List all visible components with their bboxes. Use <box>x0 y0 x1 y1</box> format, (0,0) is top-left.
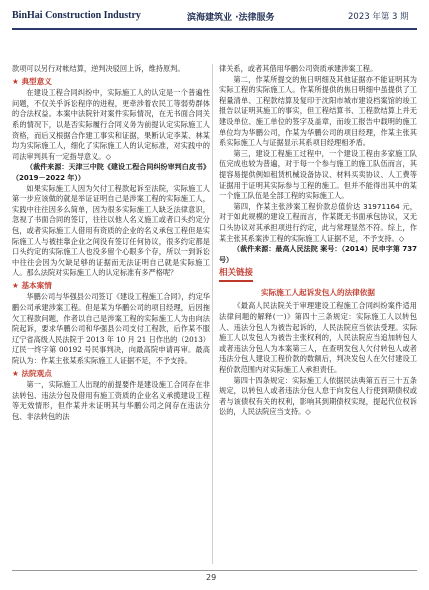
issue-number: 2023 年第 3 期 <box>348 12 409 22</box>
paragraph: 第四，作某主张涉案工程价款总值价达 31971164 元，对于如此规模的建设工程而言，作某既无书面承包协议，又无口头协议对其承担项进行约定，此与常理显然不符。综上，作某主张其系案涉工程的实际施工人证据不足，不予支持。◇ <box>219 201 417 243</box>
paragraph: 华鹏公司与华强县公司签订《建设工程施工合同》，约定华鹏公司承建涉案工程。但是某为华鹏公司的项目经理，后因拖欠工程款问题，作者以自己是涉案工程的实际施工人为由向法院起诉，要求华鹏公司和华强县公司支付工程款，后作某不服辽宁省高级人民法院于 2013 年 10 月 21 日作出的（2013）辽民一终字第 00192 号民事判决，向最高院申请再审。最高院认为：作某主张某系实际施工人证据不足，不予支持。 <box>12 292 210 366</box>
section-heading-significance: ★ 典型意义 <box>12 76 52 86</box>
journal-title-en: BinHai Construction Industry <box>12 10 141 21</box>
column-divider <box>212 64 213 564</box>
paragraph: 第三，建设工程施工过程中，一个建设工程由多家施工队伍完成也较为普遍，对于每一个参与施工的施工队伍而言，其提容易提供例如租赁机械设备协议、材料买卖协议、人工费等证据用于证明其实际参与工程的施工。但并不能得出其中的某一个施工队伍是全部工程的实际施工人。 <box>219 148 417 201</box>
paragraph: 《最高人民法院关于审理建设工程施工合同纠纷案件适用法律问题的解释(一)》第四十三条规定：实际施工人以转包人、违法分包人为被告起诉的，人民法院应当依法受理。实际施工人以发包人为被告主张权利的，人民法院应当追加转包人或者违法分包人为本案第三人，在查明发包人欠付转包人或者违法分包人建设工程价款的数额后，判决发包人在欠付建设工程价款范围内对实际施工人承担责任。 <box>219 301 417 375</box>
page-header <box>0 0 429 36</box>
paragraph: 第二，作某所提交的焦日明细及其他证据亦不能证明其为实际工程的实际施工人。作某所提供的焦日明细中虽提供了工程量清单、工程款结算及复印于沈阳市城市建设档案馆的竣工报告以证明其施工的事实，但工程结算书、工程款结算上并无建设单位、施工单位的签字及盖章，而竣工报告中载明的施工单位均为华鹏公司，作某为华鹏公司的项目经理，作某主张其系实际施工人与证据显示其系项目经理相矛盾。 <box>219 74 417 148</box>
paragraph: 第一，实际施工人出现的前提要件是建设施工合同存在非法转包、违法分包及借用有施工资质的企业名义承揽建设工程等无效情形，但作某并未证明其与华鹏公司之间存在违法分包、非法转包的法 <box>12 380 210 421</box>
paragraph: 第四十四条规定：实际施工人依据民法典第五百三十五条规定，以转包人或者违法分包人怠于向发包人行使到期债权或者与该债权有关的权利，影响其到期债权实现，提起代位权诉讼的，人民法院应当支持。◇ <box>219 375 417 417</box>
related-links-tag: 相关链接 <box>219 268 253 282</box>
paragraph: 如果实际施工人因为欠付工程款起诉至法院，实际施工人第一步应该做的就是举证证明自己是涉案工程的实际施工人，实践中往往因多么简单，因为很多实际施工人缺乏法律意识，忽视了书面合同的签订，往往以他人名义施工或者口头约定分包，或者实际施工人借用有资质的企业的名义承包工程但是实际施工人与被挂靠企业之间没有签订任何协议，很多约定都是口头约定的实际施工人也没多留个心眼多个存，所以一到诉讼中往往会因为欠缺足够的证据而无法证明自己就是实际施工人。那么法院对实际施工人的认定标准有多严格呢？ <box>12 183 210 278</box>
related-links-title: 实际施工人起诉发包人的法律依据 <box>261 287 375 297</box>
paragraph: 在建设工程合同纠纷中，实际施工人的认定是一个普遍性问题，不仅关乎诉讼程序的进程，更牵涉着农民工等弱势群体的合法权益。本案中法院针对案件实际情况，在无书面合同关系的情况下，以是否实际履行合同义务为前提认定实际施工人资格，而后又根据合作建工事实和证据，果断认定李某、林某均为实际施工人，细化了实际施工人的认定标准，对实践中的司法审判具有一定指导意义。◇ <box>12 88 210 161</box>
section-heading-court-view: ★ 法院观点 <box>12 368 52 378</box>
column-title-cn: 滨海建筑业 ·法律服务 <box>187 13 275 23</box>
page-number: 29 <box>206 573 217 582</box>
section-heading-facts: ★ 基本案情 <box>12 280 52 290</box>
right-column <box>219 64 417 418</box>
case-source-citation: （裁件来源：天津三中院《建设工程合同纠纷审判白皮书》（2019－2022 年）） <box>12 163 210 182</box>
footer-rule <box>12 570 417 571</box>
case-source-citation: （裁件来源：最高人民法院 案号：（2014）民申字第 737 号） <box>219 245 417 264</box>
paragraph: 款项可以另行对帐结算，逆判决驳回上诉，维持原判。 <box>12 64 185 73</box>
left-column <box>12 64 210 423</box>
paragraph: 律关系，或者其借用华鹏公司资质承建涉案工程。 <box>219 64 378 73</box>
header-rule <box>12 28 417 30</box>
